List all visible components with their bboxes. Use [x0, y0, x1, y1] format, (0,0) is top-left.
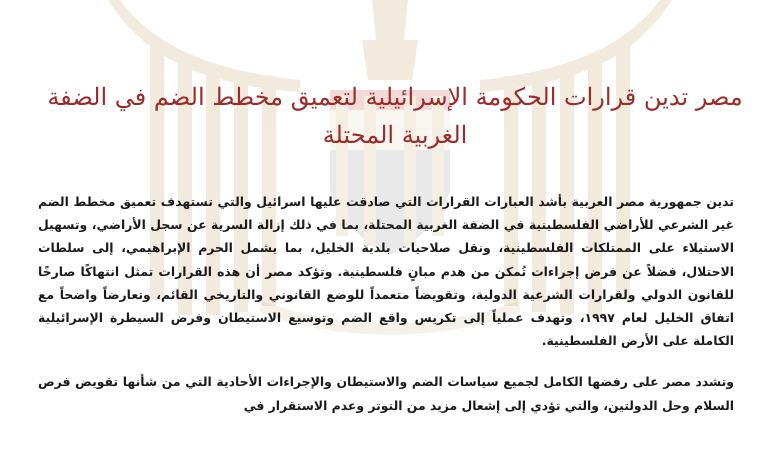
article-title: [40, 78, 750, 154]
article-title-line-1: مصر تدين قرارات الحكومة الإسرائيلية لتعميق مخطط الضم في الضفة: [47, 83, 743, 111]
article-title-line-2: الغربية المحتلة: [322, 121, 468, 149]
article-body: [38, 190, 734, 417]
article-paragraph-2: وتشدد مصر على رفضها الكامل لجميع سياسات الضم والاستيطان والإجراءات الأحادية التي من شأنها تقويض فرص السلام وحل الدولتين، والتي تؤدي إلى إشعال مزيد من التوتر وعدم الاستقرار في: [38, 374, 734, 413]
article-paragraph-1: تدين جمهورية مصر العربية بأشد العبارات القرارات التي صادقت عليها اسرائيل والتي تستهدف تعميق مخطط الضم غير الشرعي للأراضي الفلسطينية في الضفة الغربية المحتلة، بما في ذلك إزالة السرية عن سجل الأراضي، وتسهيل الاستيلاء على الممتلكات الفلسطينية، ونقل صلاحيات بلدية الخليل، بما يشمل الحرم الإبراهيمي، إلى سلطات الاحتلال، فضلاً عن فرض إجراءات تُمكن من هدم مبانٍ فلسطينية. وتؤكد مصر أن هذه القرارات تمثل انتهاكًا صارخًا للقانون الدولي ولقرارات الشرعية الدولية، وتقويضاً متعمداً للوضع القانوني والتاريخي القائم، وتعارضاً واضحاً مع اتفاق الخليل لعام ١٩٩٧، وتهدف عملياً إلى تكريس واقع الضم وتوسيع الاستيطان وفرض السيطرة الإسرائيلية الكاملة على الأرض الفلسطينية.: [38, 194, 734, 349]
